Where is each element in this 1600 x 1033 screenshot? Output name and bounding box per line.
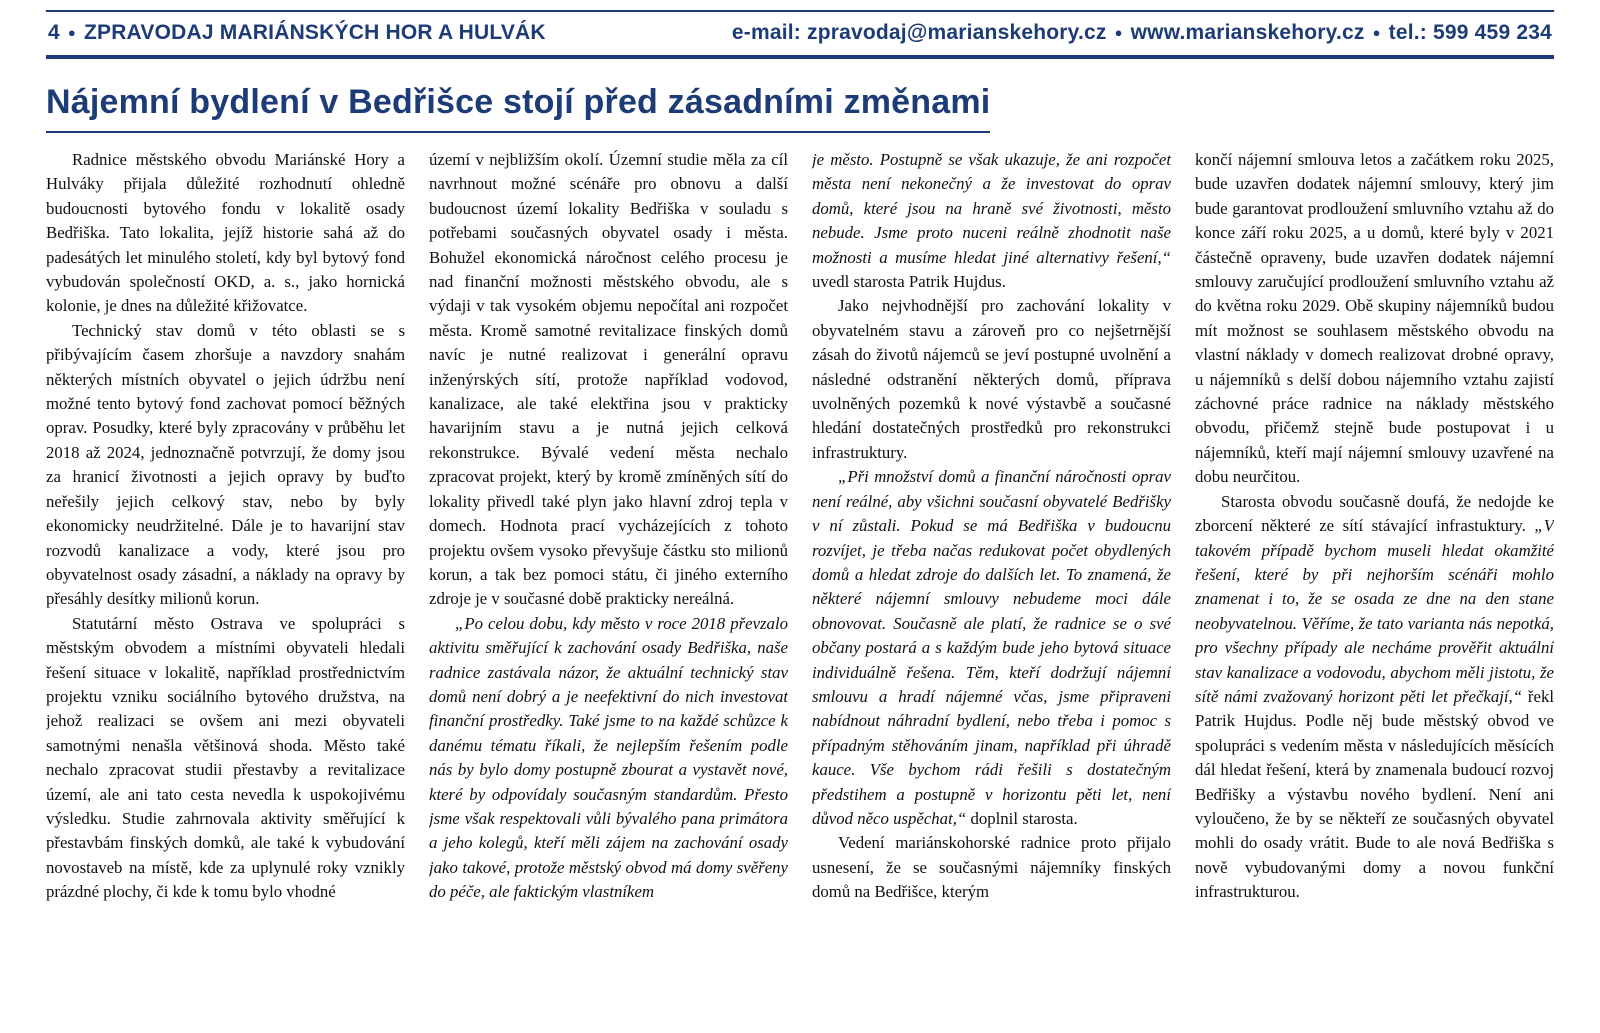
text-segment: „Při množství domů a finanční náročnosti oprav není reálné, aby všichni současní obyvatelé Bedřišky v ní zůstali. Pokud se má Bedřiška v budoucnu rozvíjet, je třeba načas redukovat počet obydlených domů a hledat zdroje do dalších let. To znamená, že některé nájemní smlouvy nebudeme moci dále obnovovat. Současně ale platí, že radnice se o své občany postará a s každým bude jeho bytová situace individuálně řešena. Těm, kteří dodržují nájemní smlouvu a hradí nájemné včas, jsme připraveni nabídnout náhradní bydlení, nebo třeba i pomoc s případným stěhováním jinam, například při úhradě kauce. Vše bychom rádi řešili s dostatečným předstihem a postupně v horizontu pěti let, není důvod něco uspěchat,“ — [812, 467, 1171, 828]
text-segment: doplnil starosta. — [966, 808, 1078, 828]
article-paragraph — [812, 465, 1171, 831]
article-paragraph — [812, 148, 1171, 294]
article-paragraph — [429, 148, 788, 612]
text-segment: uvedl starosta Patrik Hujdus. — [812, 272, 1006, 292]
header-website: www.marianskehory.cz — [1130, 21, 1365, 44]
masthead-bar — [46, 10, 1554, 59]
text-segment: Jako nejvhodnější pro zachování lokality v obyvatelném stavu a zároveň pro co nejšetrnější zásah do životů nájemců se jeví postupné uvolnění a následné odstranění některých domů, příprava uvolněných pozemků k nové výstavbě a současné hledání dostatečných prostředků pro rekonstrukci infrastruktury. — [812, 296, 1171, 462]
article-paragraph — [429, 612, 788, 905]
text-segment: území v nejbližším okolí. Územní studie měla za cíl navrhnout možné scénáře pro obnovu a další budoucnost území lokality Bedřiška v souladu s potřebami současných obyvatel osady i města. Bohužel ekonomická náročnost celého procesu je nad finanční možnosti městského obvodu, ale s výdaji v tak vysokém objemu nepočítal ani rozpočet města. Kromě samotné revitalizace finských domů navíc je nutné realizovat i generální opravu inženýrských sítí, protože například vodovod, kanalizace, ale také elektřina jsou v prakticky havarijním stavu a je nutná jejich celková rekonstrukce. Bývalé vedení města nechalo zpracovat projekt, který by kromě zmíněných sítí do lokality přivedl také plyn jako hlavní zdroj tepla v domech. Hodnota prací vycházejících z tohoto projektu ovšem vysoko převyšuje částku sto milionů korun, a tak bez pomoci státu, či jiného externího zdroje je v současné době prakticky nereálná. — [429, 150, 788, 609]
text-segment: Technický stav domů v této oblasti se s přibývajícím časem zhoršuje a navzdory snahám některých místních obyvatel o jejich údržbu není možné tento bytový fond zachovat pomocí běžných oprav. Posudky, které byly zpracovány v průběhu let 2018 až 2024, jednoznačně potvrzují, že domy jsou za hranicí životnosti a jejich opravy by buďto neřešily jejich celkový stav, nebo by byly ekonomicky neudržitelné. Dále je to havarijní stav rozvodů kanalizace a vody, které jsou pro obyvatelnost osady zásadní, a náklady na opravy by přesáhly desítky milionů korun. — [46, 320, 405, 609]
article-columns — [46, 148, 1554, 1014]
text-segment: „V takovém případě bychom museli hledat okamžité řešení, které by při nejhorším scénáři mohlo znamenat i to, že se osada ze dne na den stane neobyvatelnou. Věříme, že tato varianta nás nepotká, pro všechny případy ale necháme prověřit aktuální stav kanalizace a vodovodu, abychom měli jistotu, že sítě námi zvažovaný horizont pěti let přečkají,“ — [1195, 516, 1554, 706]
text-segment: Radnice městského obvodu Mariánské Hory a Hulváky přijala důležité rozhodnutí ohledně budoucnosti bytového fondu v lokalitě osady Bedřiška. Tato lokalita, jejíž historie sahá až do padesátých let minulého století, kdy byl bytový fond vybudován společností OKD, a. s., jako hornická kolonie, je dnes na důležité křižovatce. — [46, 150, 405, 316]
article-paragraph — [812, 831, 1171, 904]
masthead-contact — [732, 21, 1552, 45]
article-column-3 — [812, 148, 1171, 1014]
page-number: 4 — [48, 21, 60, 44]
article-paragraph — [46, 148, 405, 319]
text-segment: řekl Patrik Hujdus. Podle něj bude městský obvod ve spolupráci s vedením města v následujících měsících dál hledat řešení, která by znamenala budoucí rozvoj Bedřišky a výstavbu nového bydlení. Není ani vyloučeno, že by se někteří ze současných obyvatel mohli do osady vrátit. Bude to ale nová Bedřiška s nově vybudovanými domy a novou funkční infrastrukturou. — [1195, 686, 1554, 902]
text-segment: „Po celou dobu, kdy město v roce 2018 převzalo aktivitu směřující k zachování osady Bedřiška, naše radnice zastávala názor, že aktuální technický stav domů není dobrý a je neefektivní do nich investovat finanční prostředky. Také jsme to na každé schůzce k danému tématu říkali, že nejlepším řešením podle nás by bylo domy postupně zbourat a vystavět nové, které by odpovídaly současným standardům. Přesto jsme však respektovali vůli bývalého pana primátora a jeho kolegů, kteří měli zájem na zachování osady jako takové, protože městský obvod má domy svěřeny do péče, ale faktickým vlastníkem — [429, 613, 788, 902]
text-segment: je město. Postupně se však ukazuje, že ani rozpočet města není nekonečný a že investovat do oprav domů, které jsou na hraně své životnosti, město nebude. Jsme proto nuceni reálně zhodnotit naše možnosti a musíme hledat jiné alternativy řešení,“ — [812, 150, 1171, 267]
header-phone: tel.: 599 459 234 — [1388, 21, 1552, 44]
bullet-icon: ● — [1114, 25, 1123, 40]
bullet-icon: ● — [1372, 25, 1381, 40]
text-segment: Vedení mariánskohorské radnice proto přijalo usnesení, že se současnými nájemníky finských domů na Bedřišce, kterým — [812, 833, 1171, 902]
bullet-icon: ● — [67, 25, 76, 40]
article-paragraph — [1195, 148, 1554, 490]
text-segment: Starosta obvodu současně doufá, že nedojde ke zborcení některé ze sítí stávající infrastuktury. — [1195, 491, 1554, 536]
article-title: Nájemní bydlení v Bedřišce stojí před zásadními změnami — [46, 83, 990, 133]
header-email: e-mail: zpravodaj@marianskehory.cz — [731, 21, 1107, 44]
article-paragraph — [46, 319, 405, 612]
title-wrap — [46, 83, 1554, 133]
article-paragraph — [812, 294, 1171, 465]
masthead-title: ZPRAVODAJ MARIÁNSKÝCH HOR A HULVÁK — [83, 21, 546, 44]
text-segment: Statutární město Ostrava ve spolupráci s městským obvodem a místními obyvateli hledali řešení situace v lokalitě, například prostřednictvím projektu vzniku sociálního bytového družstva, na jehož realizaci se ovšem ani mezi obyvateli samotnými nenašla většinová shoda. Město také nechalo zpracovat studii přestavby a revitalizace území, ale ani tato cesta nevedla k uspokojivému výsledku. Studie zahrnovala aktivity směřující k přestavbám finských domků, ale také k vybudování novostaveb na místě, kde za uplynulé roky vznikly prázdné plochy, či kde k tomu bylo vhodné — [46, 613, 405, 902]
article-column-2 — [429, 148, 788, 1014]
article-column-4 — [1195, 148, 1554, 1014]
article-paragraph — [46, 612, 405, 905]
article-paragraph — [1195, 490, 1554, 905]
masthead-left — [48, 21, 546, 45]
text-segment: končí nájemní smlouva letos a začátkem roku 2025, bude uzavřen dodatek nájemní smlouvy, který jim bude garantovat prodloužení smluvního vztahu až do konce září roku 2025, a u domů, které byly v 2021 částečně opraveny, bude uzavřen dodatek nájemní smlouvy zaručující prodloužení smluvního vztahu až do května roku 2029. Obě skupiny nájemníků budou mít možnost se souhlasem městského obvodu na vlastní náklady v domech realizovat drobné opravy, u nájemníků s delší dobou nájemního vztahu zajistí záchovné práce radnice na náklady městského obvodu, přičemž stejně bude postupovat i u nájemníků, kteří mají nájemní smlouvy uzavřené na dobu neurčitou. — [1195, 150, 1554, 487]
article-column-1 — [46, 148, 405, 1014]
